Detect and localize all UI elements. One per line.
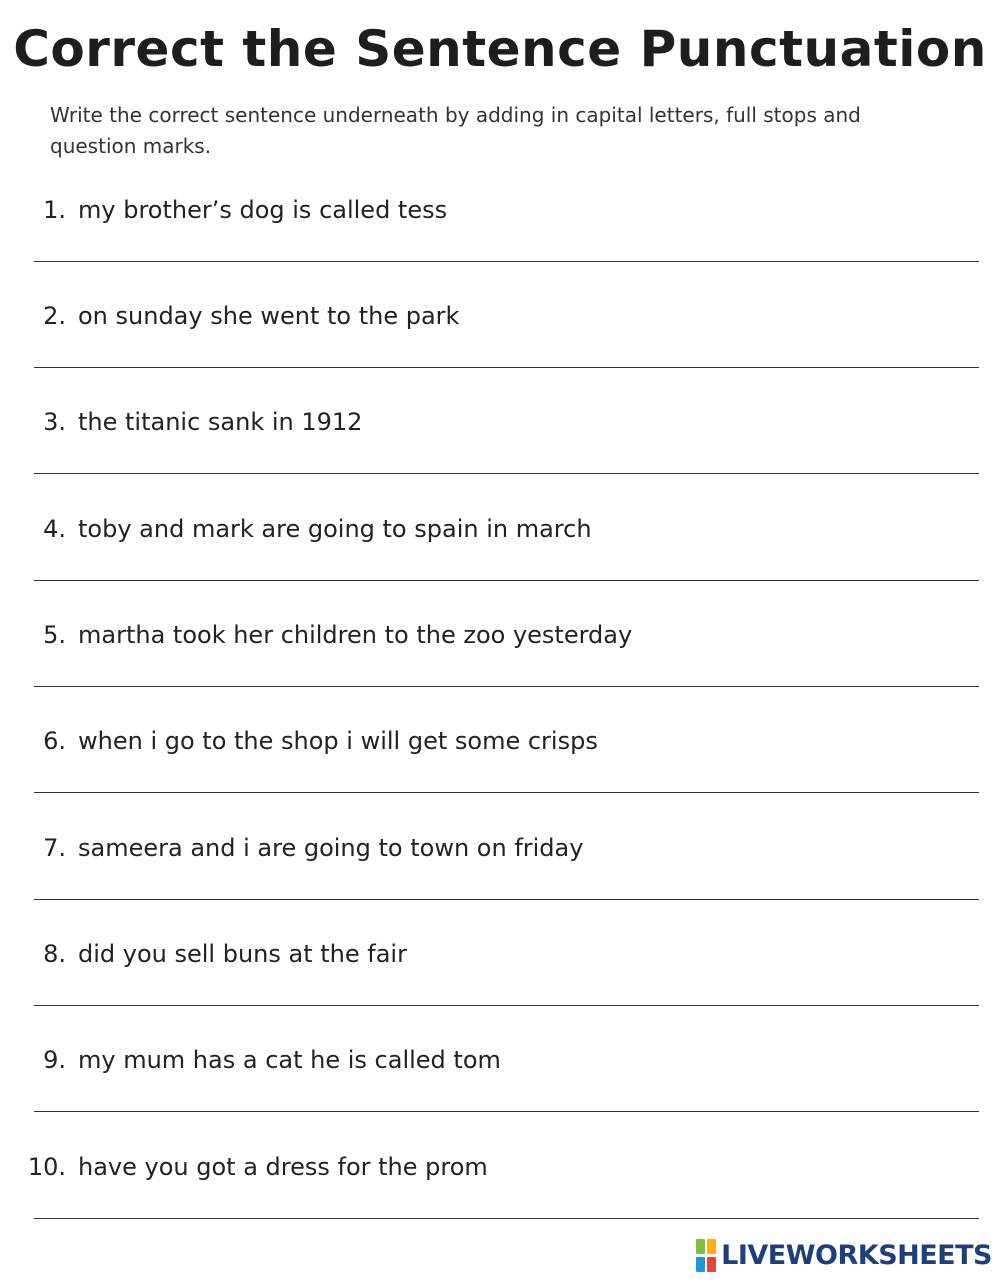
page-title: Correct the Sentence Punctuation <box>13 20 987 78</box>
question-sentence: sameera and i are going to town on friday <box>78 834 584 862</box>
answer-field[interactable] <box>34 899 979 900</box>
question-sentence: when i go to the shop i will get some crisps <box>78 727 598 755</box>
answer-field[interactable] <box>34 473 979 474</box>
logo-block-green <box>696 1239 705 1254</box>
logo-block-yellow <box>707 1239 716 1254</box>
answer-field[interactable] <box>34 580 979 581</box>
question-item <box>0 195 1000 301</box>
question-number: 9. <box>43 1046 66 1074</box>
question-number: 2. <box>43 302 66 330</box>
question-number: 4. <box>43 515 66 543</box>
question-sentence: my brother’s dog is called tess <box>78 196 448 224</box>
question-item <box>0 620 1000 726</box>
question-number: 8. <box>43 940 66 968</box>
question-item <box>0 301 1000 407</box>
answer-field[interactable] <box>34 261 979 262</box>
logo-wordmark: LIVEWORKSHEETS <box>721 1240 992 1271</box>
question-item <box>0 514 1000 620</box>
logo-block-blue <box>696 1257 705 1272</box>
answer-field[interactable] <box>34 1218 979 1219</box>
answer-field[interactable] <box>34 1111 979 1112</box>
question-sentence: did you sell buns at the fair <box>78 940 407 968</box>
question-item <box>0 939 1000 1045</box>
question-sentence: have you got a dress for the prom <box>78 1153 488 1181</box>
answer-field[interactable] <box>34 1005 979 1006</box>
question-number: 3. <box>43 408 66 436</box>
liveworksheets-logo <box>696 1236 992 1276</box>
instructions-text: Write the correct sentence underneath by adding in capital letters, full stops and question marks. <box>50 103 861 158</box>
question-sentence: on sunday she went to the park <box>78 302 460 330</box>
logo-block-red <box>707 1257 716 1272</box>
question-number: 5. <box>43 621 66 649</box>
question-item <box>0 1045 1000 1151</box>
question-item <box>0 726 1000 832</box>
liveworksheets-logo-icon <box>696 1239 718 1273</box>
question-sentence: my mum has a cat he is called tom <box>78 1046 501 1074</box>
question-item <box>0 833 1000 939</box>
question-sentence: the titanic sank in 1912 <box>78 408 363 436</box>
question-number: 6. <box>43 727 66 755</box>
answer-field[interactable] <box>34 686 979 687</box>
question-number: 7. <box>43 834 66 862</box>
question-item <box>0 407 1000 513</box>
answer-field[interactable] <box>34 367 979 368</box>
question-number: 1. <box>43 196 66 224</box>
question-sentence: toby and mark are going to spain in march <box>78 515 592 543</box>
answer-field[interactable] <box>34 792 979 793</box>
question-number: 10. <box>27 1153 66 1181</box>
question-sentence: martha took her children to the zoo yesterday <box>78 621 633 649</box>
